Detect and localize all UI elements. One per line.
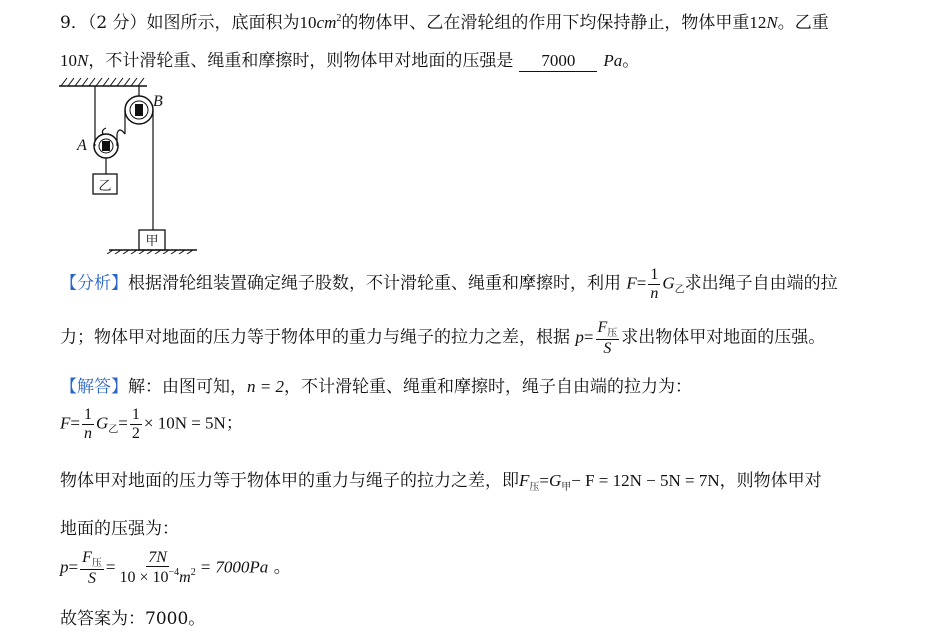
solution-equation-f: F= $\frac{1}{n}$ $G_乙=$ $\frac{1}{2}$ × 10N = 5N；	[60, 406, 243, 442]
fraction-f-over-s: $\frac{F_压}{S}$	[597, 319, 618, 357]
solution-line-1: 【解答】解：由图可知，n = 2，不计滑轮重、绳重和摩擦时，绳子自由端的拉力为：	[60, 377, 692, 397]
final-answer: 故答案为：7000。	[60, 609, 206, 629]
label-yi: 乙	[98, 179, 112, 194]
question-line-2: 10N，不计滑轮重、绳重和摩擦时，则物体甲对地面的压强是 7000 Pa。	[60, 51, 640, 71]
solution-line-3: 物体甲对地面的压力等于物体甲的重力与绳子的拉力之差，即$F_压=G_甲- F = 12N - 5N = 7N$，则物体甲对	[60, 471, 822, 493]
fraction-1-over-n: $\frac{1}{n}$	[650, 266, 659, 302]
label-a: A	[77, 137, 87, 154]
question-number: 9．（2 分）	[60, 13, 147, 33]
analysis-tag: 【分析】	[60, 273, 128, 294]
solution-line-4: 地面的压强为：	[60, 519, 179, 539]
answer-blank: 7000	[519, 51, 597, 72]
analysis-line-2: 力；物体甲对地面的压力等于物体甲的重力与绳子的拉力之差，根据 p= $\frac{F_压}{S}$ 求出物体甲对地面的压强。	[60, 319, 826, 357]
label-b: B	[153, 93, 163, 110]
question-line-1: 9．（2 分）如图所示，底面积为$10cm^2$的物体甲、乙在滑轮组的作用下均保持静止，物体甲重12N。乙重	[60, 13, 829, 33]
pulley-figure	[55, 74, 205, 254]
solution-tag: 【解答】	[60, 377, 128, 397]
label-jia: 甲	[145, 234, 159, 249]
analysis-line-1: 【分析】根据滑轮组装置确定绳子股数，不计滑轮重、绳重和摩擦时，利用 F= $\frac{1}{n}$ $G_乙$求出绳子自由端的拉	[60, 266, 838, 302]
solution-equation-p: p= $\frac{F_压}{S}$ = $\frac{7N}{10 \times 10^{-4}m^2}$ = 7000Pa 。	[60, 548, 291, 587]
